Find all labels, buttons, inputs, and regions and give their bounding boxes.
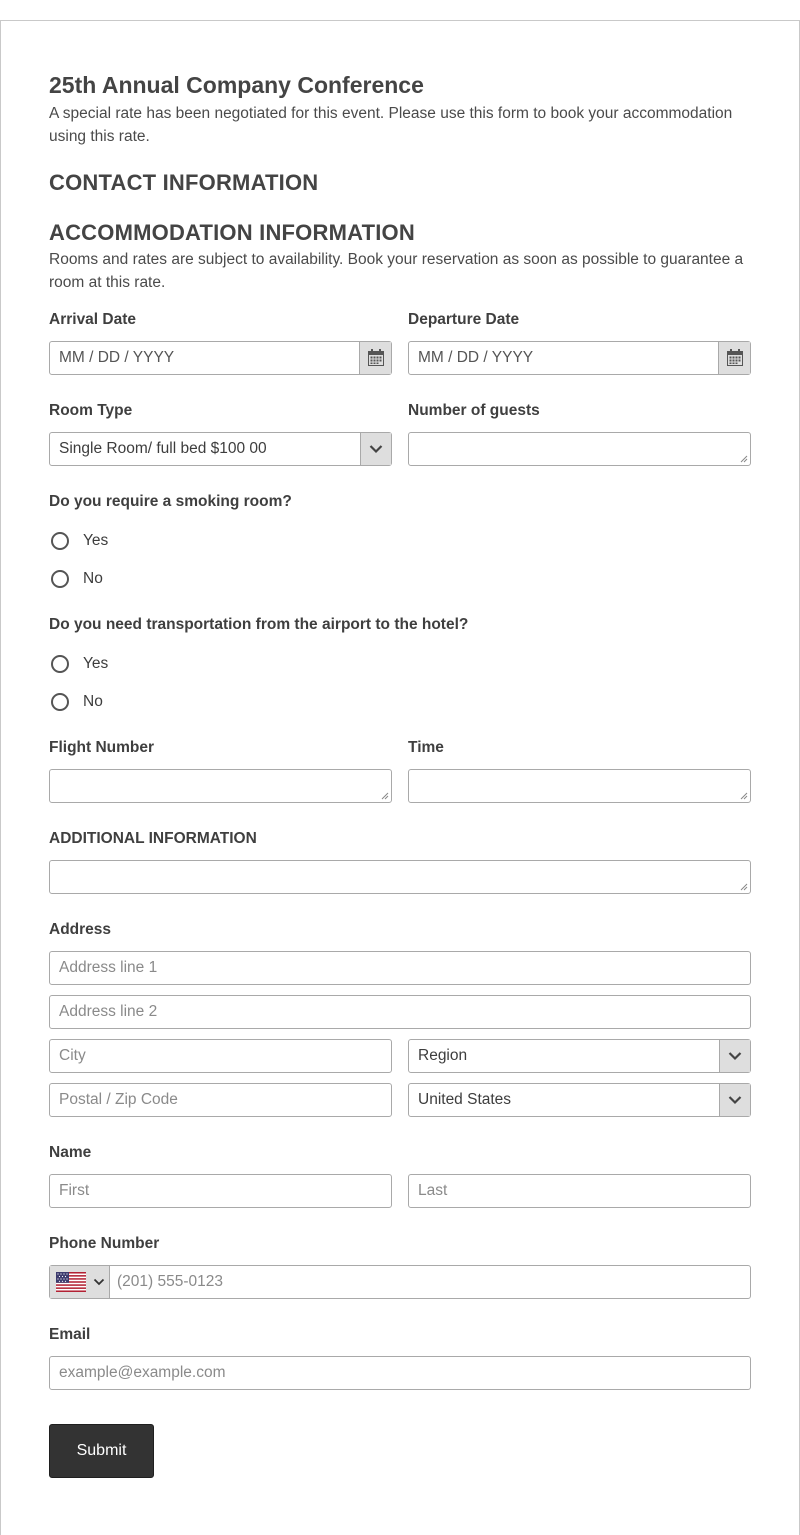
smoking-question: Do you require a smoking room? [49, 493, 292, 510]
chevron-down-icon[interactable] [360, 433, 391, 465]
flight-number-input[interactable] [49, 769, 392, 803]
email-input[interactable] [49, 1356, 751, 1390]
accommodation-heading: ACCOMMODATION INFORMATION [49, 220, 415, 245]
radio-circle-icon[interactable] [51, 570, 69, 588]
form-title: 25th Annual Company Conference [49, 72, 424, 98]
departure-date-input[interactable] [408, 341, 751, 375]
address-line2-input[interactable] [49, 995, 751, 1029]
submit-button[interactable]: Submit [49, 1424, 154, 1478]
additional-info-label: ADDITIONAL INFORMATION [49, 830, 257, 847]
arrival-label: Arrival Date [49, 311, 137, 328]
first-name-input[interactable] [49, 1174, 392, 1208]
resize-handle-icon[interactable] [740, 883, 748, 891]
us-flag-icon [56, 1272, 86, 1292]
email-placeholder: example@example.com [59, 1364, 226, 1381]
resize-handle-icon[interactable] [740, 455, 748, 463]
phone-input[interactable] [49, 1265, 751, 1299]
address-line2-placeholder: Address line 2 [59, 1003, 158, 1020]
transport-question: Do you need transportation from the airport to the hotel? [49, 616, 469, 633]
room-type-value: Single Room/ full bed $100 00 [59, 440, 267, 457]
last-name-input[interactable] [408, 1174, 751, 1208]
transport-no-label: No [83, 693, 103, 710]
departure-label: Departure Date [408, 311, 520, 328]
calendar-icon[interactable] [359, 342, 391, 374]
chevron-down-icon [93, 1278, 105, 1286]
smoking-no-label: No [83, 570, 103, 587]
room-type-select[interactable] [49, 432, 392, 466]
departure-placeholder: MM / DD / YYYY [418, 349, 534, 366]
transport-option-no[interactable] [49, 693, 103, 711]
additional-info-input[interactable] [49, 860, 751, 894]
arrival-placeholder: MM / DD / YYYY [59, 349, 175, 366]
last-name-placeholder: Last [418, 1182, 448, 1199]
calendar-icon[interactable] [718, 342, 750, 374]
radio-circle-icon[interactable] [51, 532, 69, 550]
contact-heading: CONTACT INFORMATION [49, 170, 319, 195]
time-label: Time [408, 739, 444, 756]
radio-circle-icon[interactable] [51, 693, 69, 711]
address-line1-input[interactable] [49, 951, 751, 985]
country-select[interactable] [408, 1083, 751, 1117]
transport-option-yes[interactable] [49, 655, 108, 673]
smoking-option-yes[interactable] [49, 532, 108, 550]
form-intro: A special rate has been negotiated for this event. Please use this form to book your accommodation using this rate. [49, 105, 733, 145]
flight-label: Flight Number [49, 739, 155, 756]
first-name-placeholder: First [59, 1182, 90, 1199]
phone-label: Phone Number [49, 1235, 160, 1252]
guests-input[interactable] [408, 432, 751, 466]
city-placeholder: City [59, 1047, 86, 1064]
region-value: Region [418, 1047, 468, 1064]
guests-label: Number of guests [408, 402, 540, 419]
country-value: United States [418, 1091, 512, 1108]
accommodation-note: Rooms and rates are subject to availability. Book your reservation as soon as possible to guarantee a room at this rate. [49, 251, 744, 291]
country-code-dropdown[interactable] [50, 1266, 110, 1298]
smoking-option-no[interactable] [49, 570, 103, 588]
postal-code-input[interactable] [49, 1083, 392, 1117]
smoking-yes-label: Yes [83, 532, 109, 549]
time-input[interactable] [408, 769, 751, 803]
name-label: Name [49, 1144, 92, 1161]
room-type-label: Room Type [49, 402, 133, 419]
phone-placeholder: (201) 555-0123 [117, 1273, 223, 1290]
radio-circle-icon[interactable] [51, 655, 69, 673]
chevron-down-icon[interactable] [719, 1084, 750, 1116]
resize-handle-icon[interactable] [740, 792, 748, 800]
address-line1-placeholder: Address line 1 [59, 959, 158, 976]
chevron-down-icon[interactable] [719, 1040, 750, 1072]
resize-handle-icon[interactable] [381, 792, 389, 800]
region-select[interactable] [408, 1039, 751, 1073]
email-label: Email [49, 1326, 91, 1343]
city-input[interactable] [49, 1039, 392, 1073]
address-label: Address [49, 921, 112, 938]
postal-placeholder: Postal / Zip Code [59, 1091, 178, 1108]
transport-yes-label: Yes [83, 655, 109, 672]
arrival-date-input[interactable] [49, 341, 392, 375]
